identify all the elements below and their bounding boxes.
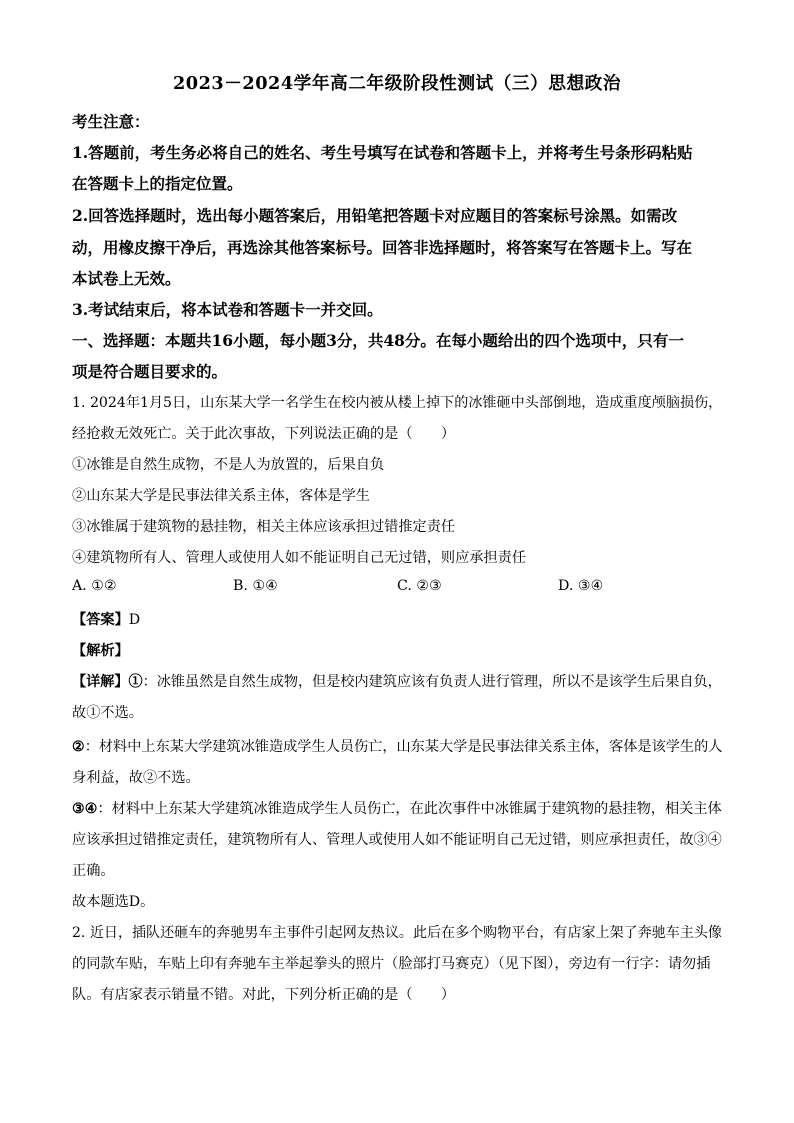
notice-line: 动，用橡皮擦干净后，再选涂其他答案标号。回答非选择题时，将答案写在答题卡上。写在 — [72, 238, 693, 257]
detail-line: 应该承担过错推定责任，建筑物所有人、管理人或使用人如不能证明自己无过错，则应承担责任，故③④ — [72, 832, 722, 848]
question-1-stem: 1. 2024年1月5日，山东某大学一名学生在校内被从楼上掉下的冰锥砸中头部倒地，造成重度颅脑损伤， — [72, 395, 723, 411]
notice-line: 在答题卡上的指定位置。 — [72, 174, 243, 193]
detail-line: 正确。 — [72, 863, 115, 879]
answer-row — [72, 609, 140, 629]
section-heading: 一、选择题：本题共16小题，每小题3分，共48分。在每小题给出的四个选项中，只有一 — [72, 331, 684, 350]
question-2-stem: 2. 近日，插队还砸车的奔驰男车主事件引起网友热议。此后在多个购物平台，有店家上架了奔驰车主头像 — [72, 925, 722, 941]
page-title: 2023－2024学年高二年级阶段性测试（三）思想政治 — [172, 73, 622, 94]
question-1-statement: ③冰锥属于建筑物的悬挂物，相关主体应该承担过错推定责任 — [72, 519, 456, 535]
answer-value: D — [128, 612, 141, 628]
question-1-statement: ④建筑物所有人、管理人或使用人如不能证明自己无过错，则应承担责任 — [72, 550, 527, 566]
option-b: B. ①④ — [233, 578, 278, 594]
question-2-stem: 的同款车贴，车贴上印有奔驰车主举起拳头的照片（脸部打马赛克）（见下图），旁边有一行字：请勿插 — [72, 956, 711, 972]
option-a: A. ①② — [72, 578, 117, 594]
detail-line: ③④：材料中上东某大学建筑冰锥造成学生人员伤亡，在此次事件中冰锥属于建筑物的悬挂物，相关主体 — [72, 801, 722, 817]
notice-line: 3.考试结束后，将本试卷和答题卡一并交回。 — [72, 300, 383, 319]
question-1-statement: ②山东某大学是民事法律关系主体，客体是学生 — [72, 488, 370, 504]
detail-line: 故本题选D。 — [72, 894, 155, 910]
detail-tag: 【详解】 — [72, 674, 129, 690]
question-1-statement: ①冰锥是自然生成物，不是人为放置的，后果自负 — [72, 457, 385, 473]
detail-line: 【详解】①：冰锥虽然是自然生成物，但是校内建筑应该有负责人进行管理，所以不是该学生后果自负， — [72, 674, 722, 690]
detail-line: 故①不选。 — [72, 705, 143, 721]
notice-heading: 考生注意： — [72, 112, 150, 131]
notice-line: 2.回答选择题时，选出每小题答案后，用铅笔把答题卡对应题目的答案标号涂黑。如需改 — [72, 206, 678, 225]
answer-tag: 【答案】 — [72, 612, 129, 628]
option-c: C. ②③ — [397, 578, 442, 594]
detail-line: 身利益，故②不选。 — [72, 770, 200, 786]
question-2-stem: 队。有店家表示销量不错。对此，下列分析正确的是（ ） — [72, 987, 456, 1003]
section-heading: 项是符合题目要求的。 — [72, 362, 228, 381]
option-d: D. ③④ — [558, 578, 604, 594]
notice-line: 本试卷上无效。 — [72, 269, 181, 288]
detail-line: ②：材料中上东某大学建筑冰锥造成学生人员伤亡，山东某大学是民事法律关系主体，客体是该学生的人 — [72, 739, 723, 755]
question-1-stem: 经抢救无效死亡。关于此次事故，下列说法正确的是（ ） — [72, 426, 456, 442]
notice-line: 1.答题前，考生务必将自己的姓名、考生号填写在试卷和答题卡上，并将考生号条形码粘贴 — [72, 143, 693, 162]
analysis-tag: 【解析】 — [72, 643, 129, 659]
